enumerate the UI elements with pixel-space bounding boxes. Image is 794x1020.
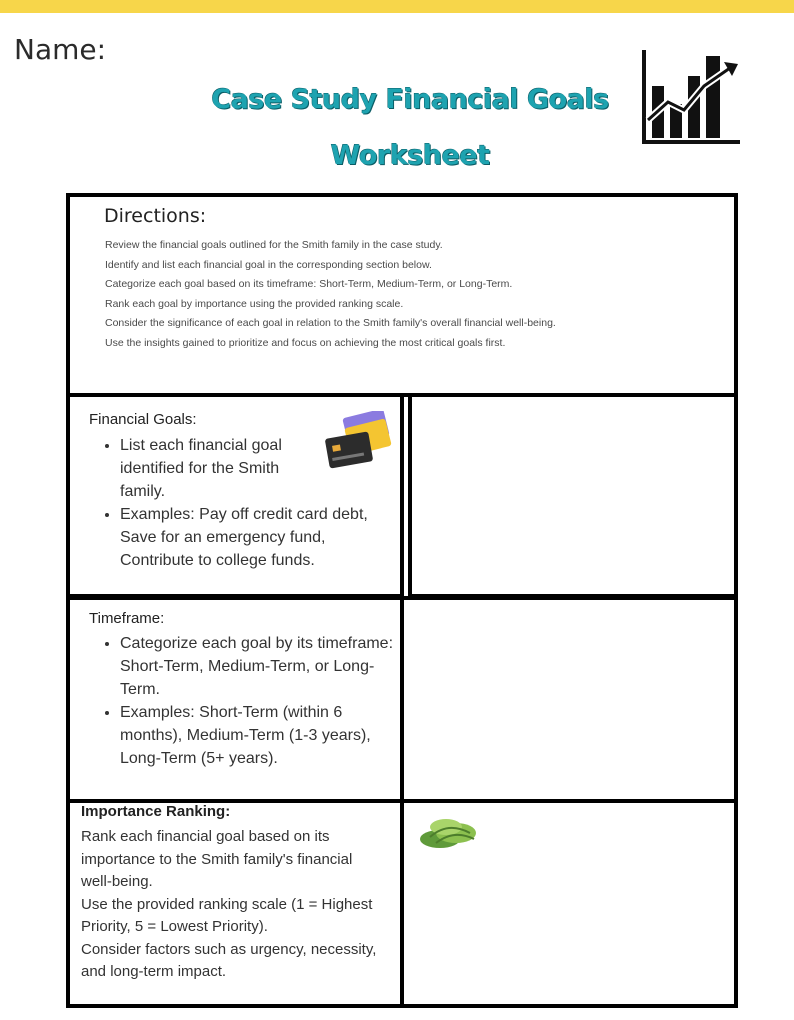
- financial-goals-heading: Financial Goals:: [89, 411, 197, 428]
- importance-ranking-heading: Importance Ranking:: [81, 803, 231, 820]
- directions-heading: Directions:: [104, 205, 207, 227]
- importance-ranking-text: [81, 826, 381, 984]
- money-stack-icon: [418, 811, 480, 853]
- directions-list: [105, 236, 717, 353]
- list-item: • Examples: Short-Term (within 6 months), Medium-Term (1-3 years), Long-Term (5+ years).: [120, 701, 400, 770]
- timeframe-list: [100, 632, 400, 770]
- worksheet-grid: [66, 193, 738, 1008]
- bar-chart-growth-icon: [640, 46, 742, 146]
- financial-goals-list: [100, 434, 400, 572]
- list-item: • Examples: Pay off credit card debt, Save for an emergency fund, Contribute to college funds.: [120, 503, 375, 572]
- direction-item: Categorize each goal based on its timeframe: Short-Term, Medium-Term, or Long-Term.: [105, 278, 513, 290]
- timeframe-heading: Timeframe:: [89, 610, 165, 627]
- timeframe-box: [66, 596, 404, 803]
- financial-goals-answer-box[interactable]: [408, 393, 738, 598]
- direction-item: Consider the significance of each goal in relation to the Smith family's overall financial well-being.: [105, 317, 556, 329]
- list-item: • List each financial goal identified for the Smith family.: [120, 434, 320, 503]
- direction-item: Identify and list each financial goal in the corresponding section below.: [105, 258, 432, 271]
- ranking-paragraph: Consider factors such as urgency, necessity, and long-term impact.: [81, 940, 377, 980]
- top-accent-bar: [0, 0, 794, 13]
- direction-item: Review the financial goals outlined for the Smith family in the case study.: [105, 239, 443, 251]
- ranking-paragraph: Use the provided ranking scale (1 = Highest Priority, 5 = Lowest Priority).: [81, 895, 373, 935]
- direction-item: Rank each goal by importance using the provided ranking scale.: [105, 297, 404, 310]
- worksheet-subtitle: Worksheet: [330, 140, 490, 171]
- name-label: Name:: [14, 33, 107, 66]
- financial-goals-box: [66, 393, 404, 598]
- direction-item: Use the insights gained to prioritize and focus on achieving the most critical goals first.: [105, 336, 506, 349]
- worksheet-title: Case Study Financial Goals: [211, 84, 609, 115]
- list-item: • Categorize each goal by its timeframe: Short-Term, Medium-Term, or Long-Term.: [120, 632, 400, 701]
- timeframe-answer-box[interactable]: [400, 596, 738, 803]
- importance-ranking-box: [66, 799, 404, 1008]
- directions-box: [66, 193, 738, 397]
- ranking-paragraph: Rank each financial goal based on its importance to the Smith family's financial well-being.: [81, 828, 353, 890]
- importance-ranking-answer-box[interactable]: [400, 799, 738, 1008]
